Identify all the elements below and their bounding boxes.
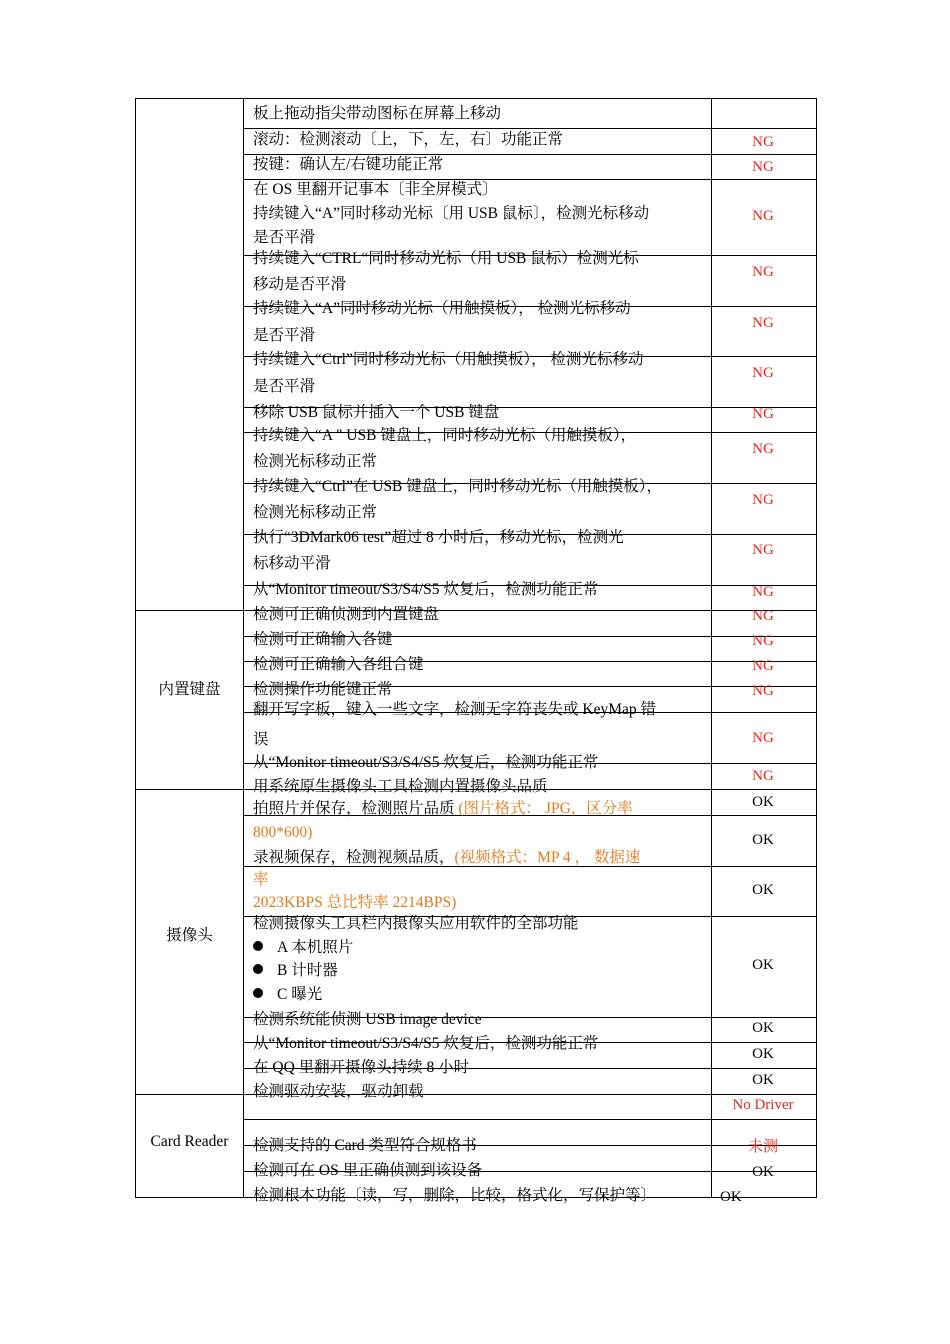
- category-keyboard: 内置键盘: [158, 681, 221, 698]
- category-card-reader: Card Reader: [150, 1133, 229, 1150]
- table-border-left: [135, 98, 136, 1198]
- bullet-icon: [253, 988, 263, 998]
- format-note: (图片格式： JPG，区分率: [458, 800, 633, 817]
- row-text: 从“Monitor timeout/S3/S4/S5 炊复后，检测功能正常: [253, 1035, 599, 1052]
- bullet-item: B 计时器: [253, 959, 338, 983]
- result-ng: NG: [752, 134, 774, 150]
- result-ng: NG: [752, 208, 774, 224]
- result-ng: NG: [752, 441, 774, 457]
- row-text: 检测可正确输入各键: [253, 631, 393, 648]
- row-text: 是否平滑: [253, 327, 316, 344]
- row-text: 移动是否平滑: [253, 276, 347, 293]
- result-ng: NG: [752, 608, 774, 624]
- result-ng: NG: [752, 264, 774, 280]
- row-text: 检测摄像头工具栏内摄像头应用软件的全部功能: [253, 915, 579, 932]
- row-text: 在 QQ 里翻开摄像头持续 8 小时: [253, 1059, 470, 1076]
- result-ok: OK: [752, 882, 774, 898]
- result-ng: NG: [752, 492, 774, 508]
- result-ng: NG: [752, 584, 774, 600]
- result-ng: NG: [752, 633, 774, 649]
- row-text: 误: [253, 731, 269, 748]
- result-ok: OK: [752, 1046, 774, 1062]
- row-text: 2023KBPS 总比特率 2214BPS): [253, 894, 457, 911]
- category-separator: [135, 1094, 244, 1095]
- table-border-top: [135, 98, 817, 99]
- row-text: 持续键入“Ctrl”同时移动光标（用触摸板）， 检测光标移动: [253, 351, 644, 368]
- row-text: 检测系统能侦测 USB image device: [253, 1011, 482, 1028]
- row-text: 从“Monitor timeout/S3/S4/S5 炊复后，检测功能正常: [253, 754, 599, 771]
- row-text: 持续键入“A”同时移动光标（用触摸板）， 检测光标移动: [253, 300, 631, 317]
- row-text: 检测操作功能键正常: [253, 681, 393, 698]
- row-text: 持续键入“Ctrl”在 USB 键盘上，同时移动光标（用触摸板），: [253, 478, 663, 495]
- row-text: 录视频保存，检测视频品质，(视频格式：MP 4 ， 数据速: [253, 849, 641, 866]
- row-text: 用系统原生摄像头工具检测内置摄像头品质: [253, 778, 548, 795]
- bullet-icon: [253, 964, 263, 974]
- result-ok: OK: [752, 1072, 774, 1088]
- table-border-right: [816, 98, 817, 1198]
- row-text: 按键：确认左/右键功能正常: [253, 156, 444, 173]
- row-text: 800*600): [253, 824, 313, 841]
- result-ok: OK: [752, 1164, 774, 1180]
- row-text: 检测根本功能〔读，写，删除，比较，格式化，写保护等〕: [253, 1187, 657, 1204]
- result-ng: NG: [752, 730, 774, 746]
- row-text: 检测光标移动正常: [253, 453, 378, 470]
- result-ok: OK: [752, 957, 774, 973]
- row-text: 持续键入“A”同时移动光标〔用 USB 鼠标〕，检测光标移动: [253, 205, 650, 222]
- row-text: 检测可正确输入各组合键: [253, 656, 424, 673]
- result-ng: NG: [752, 406, 774, 422]
- row-text: 是否平滑: [253, 229, 316, 246]
- result-ng: NG: [752, 542, 774, 558]
- result-ng: NG: [752, 159, 774, 175]
- row-separator: [243, 1119, 817, 1120]
- result-ng: NG: [752, 315, 774, 331]
- result-no-driver: No Driver: [732, 1097, 794, 1113]
- column-divider-2: [711, 98, 712, 1198]
- row-text: 检测光标移动正常: [253, 504, 378, 521]
- row-text: 检测可在 OS 里正确侦测到该设备: [253, 1162, 483, 1179]
- row-text: 持续键入“CTRL“同时移动光标（用 USB 鼠标）检测光标: [253, 250, 639, 267]
- bullet-item: C 曝光: [253, 983, 322, 1007]
- bullet-item: A 本机照片: [253, 936, 353, 960]
- row-text: 从“Monitor timeout/S3/S4/S5 炊复后，检测功能正常: [253, 581, 599, 598]
- row-text: 检测驱动安装，驱动卸载: [253, 1083, 424, 1100]
- result-ng: NG: [752, 768, 774, 784]
- bullet-icon: [253, 941, 263, 951]
- category-separator: [135, 610, 244, 611]
- row-text: 执行“3DMark06 test”超过 8 小时后，移动光标，检测光: [253, 529, 624, 546]
- result-ok: OK: [720, 1189, 742, 1205]
- category-camera: 摄像头: [166, 927, 213, 944]
- result-ok: OK: [752, 832, 774, 848]
- result-ng: NG: [752, 658, 774, 674]
- row-text: 标移动平滑: [253, 555, 331, 572]
- row-text: 率: [253, 871, 269, 888]
- row-text: 滚动：检测滚动〔上，下，左，右〕功能正常: [253, 131, 564, 148]
- result-ng: NG: [752, 683, 774, 699]
- row-text: 翻开写字板，键入一些文字，检测无字符丧失或 KeyMap 错: [253, 701, 656, 718]
- row-text: 是否平滑: [253, 378, 316, 395]
- result-ok: OK: [752, 794, 774, 810]
- category-separator: [135, 789, 244, 790]
- result-ok: OK: [752, 1020, 774, 1036]
- row-text: 在 OS 里翻开记事本〔非全屏模式〕: [253, 181, 498, 198]
- row-text: 持续键入“A " USB 键盘上，同时移动光标（用触摸板），: [253, 427, 637, 444]
- format-note: (视频格式：MP 4 ， 数据速: [454, 849, 641, 866]
- column-divider-1: [243, 98, 244, 1198]
- row-text: 拍照片并保存，检测照片品质 (图片格式： JPG，区分率: [253, 800, 633, 817]
- result-ng: NG: [752, 365, 774, 381]
- row-text: 移除 USB 鼠标并插入一个 USB 键盘: [253, 404, 500, 421]
- row-text: 板上拖动指尖带动图标在屏幕上移动: [253, 105, 502, 122]
- row-text: 检测可正确侦测到内置键盘: [253, 606, 440, 623]
- row-text: 检测支持的 Card 类型符合规格书: [253, 1137, 477, 1154]
- result-untested: 未测: [747, 1139, 778, 1155]
